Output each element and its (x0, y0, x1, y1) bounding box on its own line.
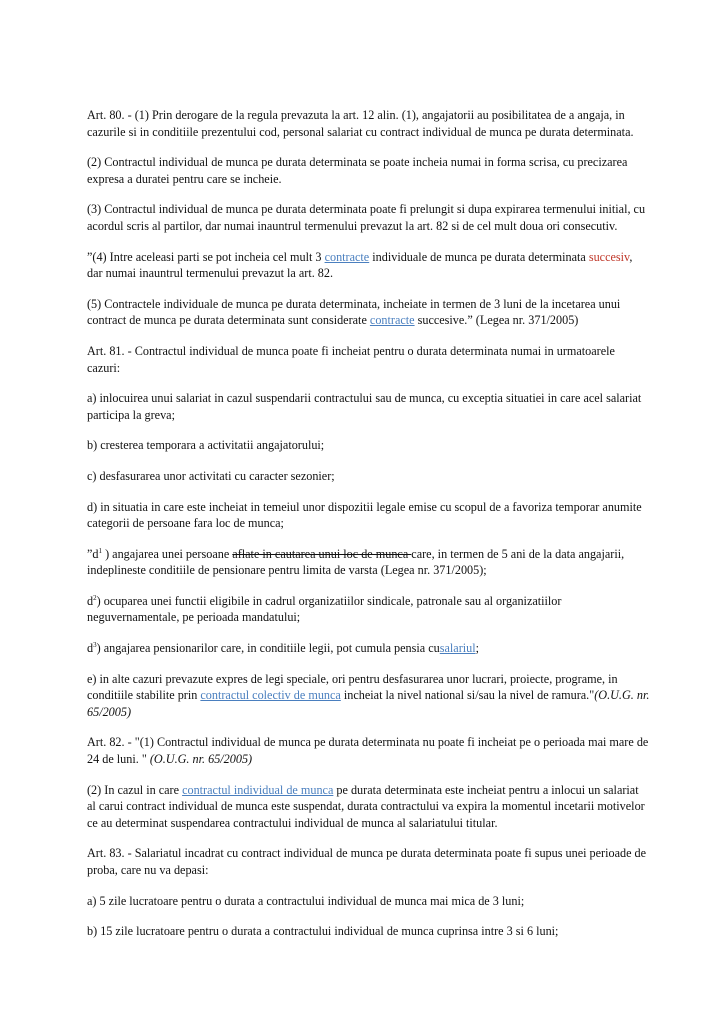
item-b: b) cresterea temporara a activitatii angajatorului; (87, 438, 325, 453)
text: individuale de munca pe durata determinata (369, 249, 589, 264)
item-a: a) inlocuirea unui salariat in cazul suspendarii contractului sau de munca, cu exceptia situatiei in care acel salariat participa la greva; (87, 391, 642, 422)
text: ”(4) Intre aceleasi parti se pot incheia cel mult 3 (87, 249, 325, 264)
text: ; (475, 641, 480, 656)
struck-text: aflate in cautarea unui loc de munca (232, 546, 412, 561)
item-e (87, 671, 650, 721)
paragraph-art83: Art. 83. - Salariatul incadrat cu contract individual de munca pe durata determinata poate fi supus unei perioade de proba, care nu va depasi: (87, 846, 647, 877)
text: ) ocuparea unei functii eligibile in cadrul organizatiilor sindicale, patronale sau al organizatiilor neguvernamentale, pe perioada mandatului; (87, 593, 562, 625)
item-d1 (87, 546, 650, 579)
text: (2) In cazul in care (87, 782, 183, 797)
text: succesive.” (Legea nr. 371/2005) (414, 313, 579, 328)
paragraph-art81: Art. 81. - Contractul individual de munca poate fi incheiat pentru o durata determinata numai in urmatoarele cazuri: (87, 343, 615, 375)
text: care, in termen de 5 ani de la data angajarii, indeplineste conditiile de pensionare pentru limita de varsta (Legea nr. 371/2005); (87, 546, 625, 578)
item-d3 (87, 640, 650, 657)
text: ) angajarea unei persoane (102, 546, 233, 561)
contractul-individual-link[interactable]: contractul individual de munca (182, 782, 334, 797)
text: ) angajarea pensionarilor care, in conditiile legii, pot cumula pensia cu (96, 641, 440, 656)
item-83-a: a) 5 zile lucratoare pentru o durata a contractului individual de munca mai mica de 3 luni; (87, 893, 525, 908)
text: d (87, 593, 94, 608)
paragraph-art80-2: (2) Contractul individual de munca pe durata determinata se poate incheia numai in forma scrisa, cu precizarea expresa a duratei pentru care se incheie. (87, 155, 628, 186)
text: d (87, 641, 94, 656)
text: e) in alte cazuri prevazute expres de legi speciale, ori pentru desfasurarea unor lucrari, proiecte, programe, in conditiile stabilite prin (87, 671, 618, 703)
paragraph-art80-3: (3) Contractul individual de munca pe durata determinata poate fi prelungit si dupa expirarea termenului initial, cu acordul scris al partilor, dar numai inauntrul termenului prevazut la art. 82 si de cel mult doua ori consecutiv. (87, 202, 646, 233)
text: pe durata determinata este incheiat pentru a inlocui un salariat al carui contract individual de munca este suspendat, durata contractului va expira la momentul incetarii motivelor ce au determinat suspendarea contractului individual de munca al salariatului titular. (87, 782, 645, 830)
superscript: 1 (98, 546, 103, 555)
item-d: d) in situatia in care este incheiat in temeiul unor dispozitii legale emise cu scopul de a favoriza temporar anumite categorii de persoane fara loc de munca; (87, 499, 642, 531)
paragraph-art80-1: Art. 80. - (1) Prin derogare de la regula prevazuta la art. 12 alin. (1), angajatorii au posibilitatea de a angaja, in cazurile si in conditiile prezentului cod, personal salariat cu contract individual de munca pe durata determinata. (87, 108, 634, 139)
paragraph-art80-4 (87, 249, 650, 282)
item-83-b: b) 15 zile lucratoare pentru o durata a contractului individual de munca cuprinsa intre 3 si 6 luni; (87, 924, 559, 939)
text: incheiat la nivel national si/sau la nivel de ramura." (340, 688, 595, 703)
contractul-colectiv-link[interactable]: contractul colectiv de munca (200, 688, 341, 703)
superscript: 2 (93, 593, 97, 602)
item-c: c) desfasurarea unor activitati cu caracter sezonier; (87, 468, 335, 483)
salariul-link[interactable]: salariul (439, 641, 476, 656)
contracte-link[interactable]: contracte (369, 313, 415, 328)
citation: (O.U.G. nr. 65/2005) (149, 752, 253, 767)
paragraph-art82-2 (87, 782, 650, 832)
superscript: 3 (93, 641, 97, 650)
text: (5) Contractele individuale de munca pe durata determinata, incheiate in termen de 3 luni de la incetarea unui contract de munca pe durata determinata sunt considerate (87, 296, 621, 328)
text: ”d (87, 546, 99, 561)
paragraph-art80-5 (87, 296, 650, 329)
text: , dar numai inauntrul termenului prevazut la art. 82. (87, 249, 633, 281)
text: Art. 82. - "(1) Contractul individual de munca pe durata determinata nu poate fi incheiat pe o perioada mai mare de 24 de luni. " (87, 735, 649, 767)
item-d2 (87, 593, 650, 626)
succesiv-highlight: succesiv (588, 249, 630, 264)
citation: (O.U.G. nr. 65/2005) (87, 688, 650, 719)
paragraph-art82-1 (87, 734, 650, 767)
contracte-link[interactable]: contracte (324, 249, 370, 264)
